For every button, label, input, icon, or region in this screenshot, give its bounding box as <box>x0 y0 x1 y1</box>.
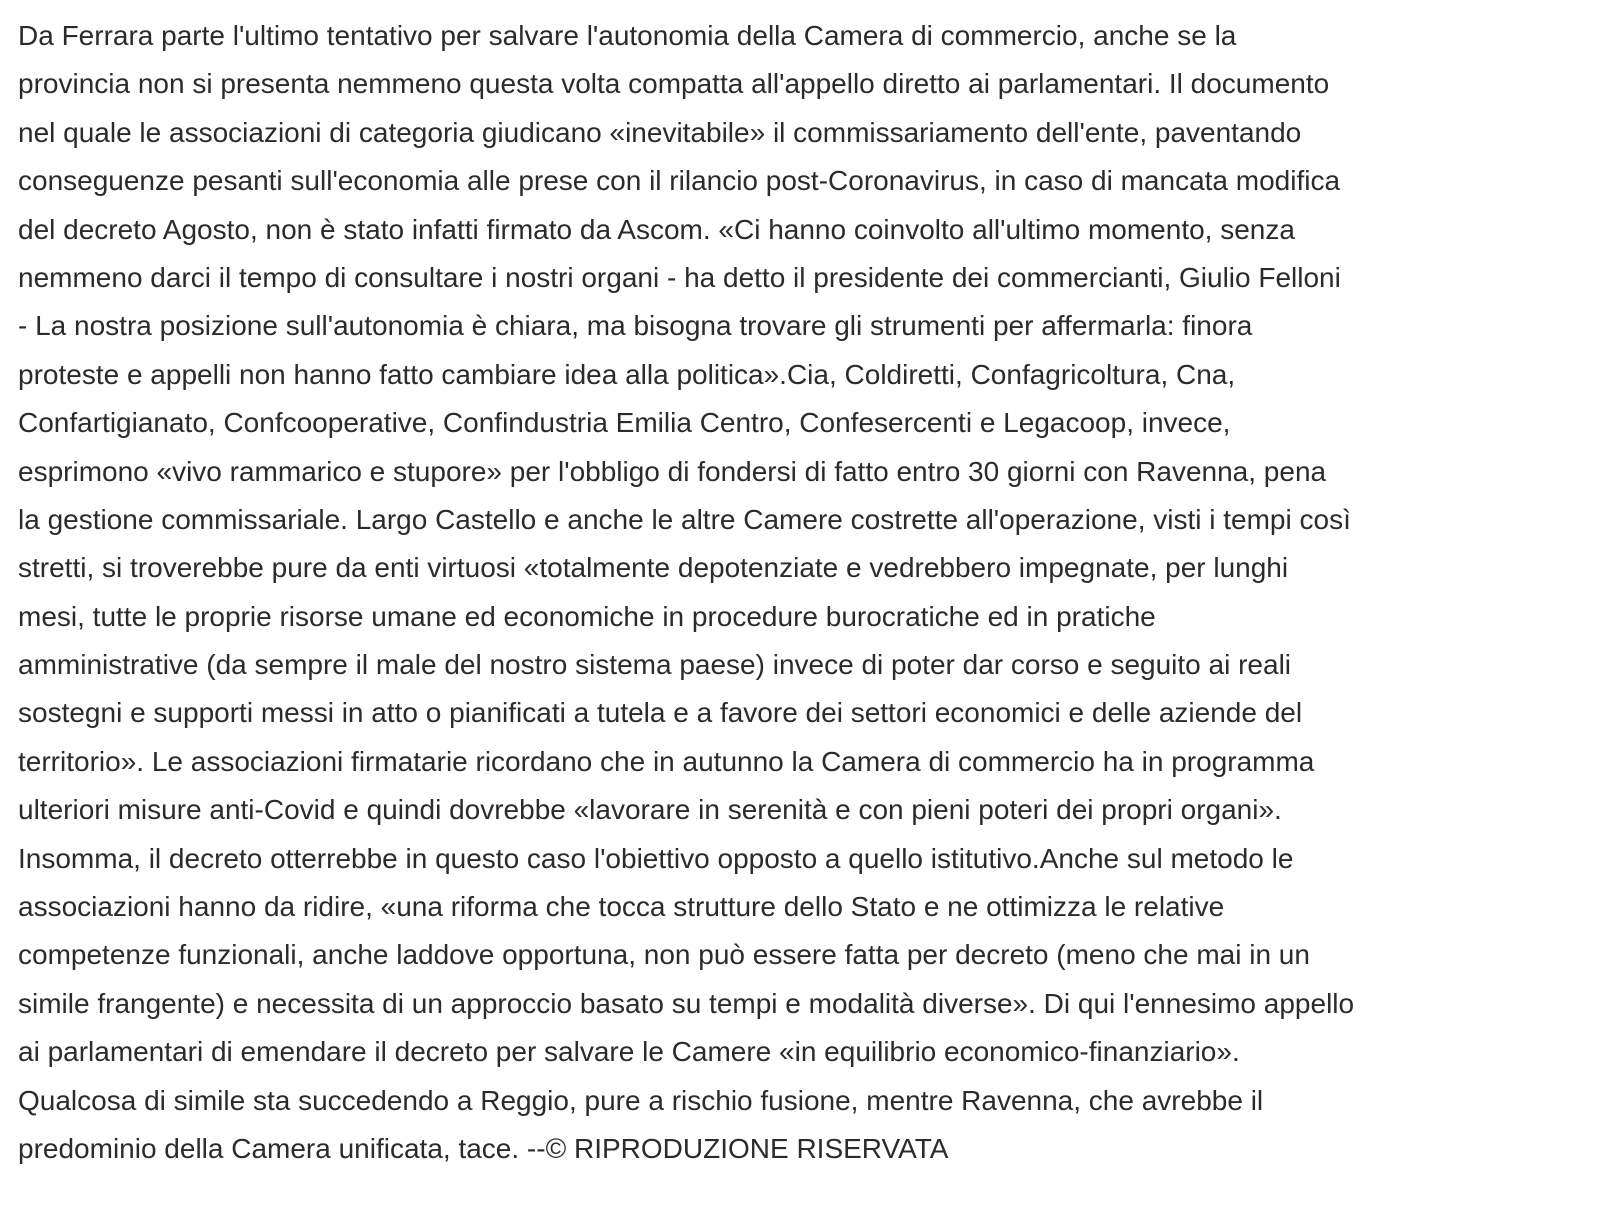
article-line: Qualcosa di simile sta succedendo a Reggio, pure a rischio fusione, mentre Ravenna, che avrebbe il <box>18 1084 1264 1116</box>
article-line: competenze funzionali, anche laddove opportuna, non può essere fatta per decreto (meno che mai in un <box>18 939 1310 971</box>
article-line: - La nostra posizione sull'autonomia è chiara, ma bisogna trovare gli strumenti per affermarla: finora <box>18 310 1253 342</box>
article-line: proteste e appelli non hanno fatto cambiare idea alla politica».Cia, Coldiretti, Confagricoltura, Cna, <box>18 358 1236 390</box>
article-line: amministrative (da sempre il male del nostro sistema paese) invece di poter dar corso e seguito ai reali <box>18 649 1292 681</box>
article-line: nemmeno darci il tempo di consultare i nostri organi - ha detto il presidente dei commercianti, Giulio Felloni <box>18 261 1341 293</box>
article-line: mesi, tutte le proprie risorse umane ed economiche in procedure burocratiche ed in pratiche <box>18 600 1156 632</box>
article-line: sostegni e supporti messi in atto o pianificati a tutela e a favore dei settori economici e delle aziende del <box>18 697 1303 729</box>
article-line: provincia non si presenta nemmeno questa volta compatta all'appello diretto ai parlamentari. Il documento <box>18 68 1330 100</box>
article-line: associazioni hanno da ridire, «una riforma che tocca strutture dello Stato e ne ottimizza le relative <box>18 891 1225 923</box>
article-line: Insomma, il decreto otterrebbe in questo caso l'obiettivo opposto a quello istitutivo.Anche sul metodo le <box>18 842 1294 874</box>
article-line: simile frangente) e necessita di un approccio basato su tempi e modalità diverse». Di qui l'ennesimo appello <box>18 987 1355 1019</box>
article-line: la gestione commissariale. Largo Castello e anche le altre Camere costrette all'operazione, visti i tempi così <box>18 503 1351 535</box>
article-body <box>18 12 1578 1173</box>
article-line: territorio». Le associazioni firmatarie ricordano che in autunno la Camera di commercio ha in programma <box>18 745 1315 777</box>
article-line: esprimono «vivo rammarico e stupore» per l'obbligo di fondersi di fatto entro 30 giorni con Ravenna, pena <box>18 455 1327 487</box>
article-line: del decreto Agosto, non è stato infatti firmato da Ascom. «Ci hanno coinvolto all'ultimo momento, senza <box>18 213 1295 245</box>
article-line: Confartigianato, Confcooperative, Confindustria Emilia Centro, Confesercenti e Legacoop, invece, <box>18 407 1231 439</box>
article-line: ai parlamentari di emendare il decreto per salvare le Camere «in equilibrio economico-finanziario». <box>18 1036 1240 1068</box>
article-line: nel quale le associazioni di categoria giudicano «inevitabile» il commissariamento dell'ente, paventando <box>18 116 1302 148</box>
article-line: Da Ferrara parte l'ultimo tentativo per salvare l'autonomia della Camera di commercio, anche se la <box>18 20 1237 51</box>
article-line: stretti, si troverebbe pure da enti virtuosi «totalmente depotenziate e vedrebbero impegnate, per lunghi <box>18 552 1289 584</box>
article-line: conseguenze pesanti sull'economia alle prese con il rilancio post-Coronavirus, in caso di mancata modifica <box>18 165 1341 197</box>
article-line: ulteriori misure anti-Covid e quindi dovrebbe «lavorare in serenità e con pieni poteri dei propri organi». <box>18 794 1282 826</box>
article-copyright-line: predominio della Camera unificata, tace. --© RIPRODUZIONE RISERVATA <box>18 1132 949 1164</box>
